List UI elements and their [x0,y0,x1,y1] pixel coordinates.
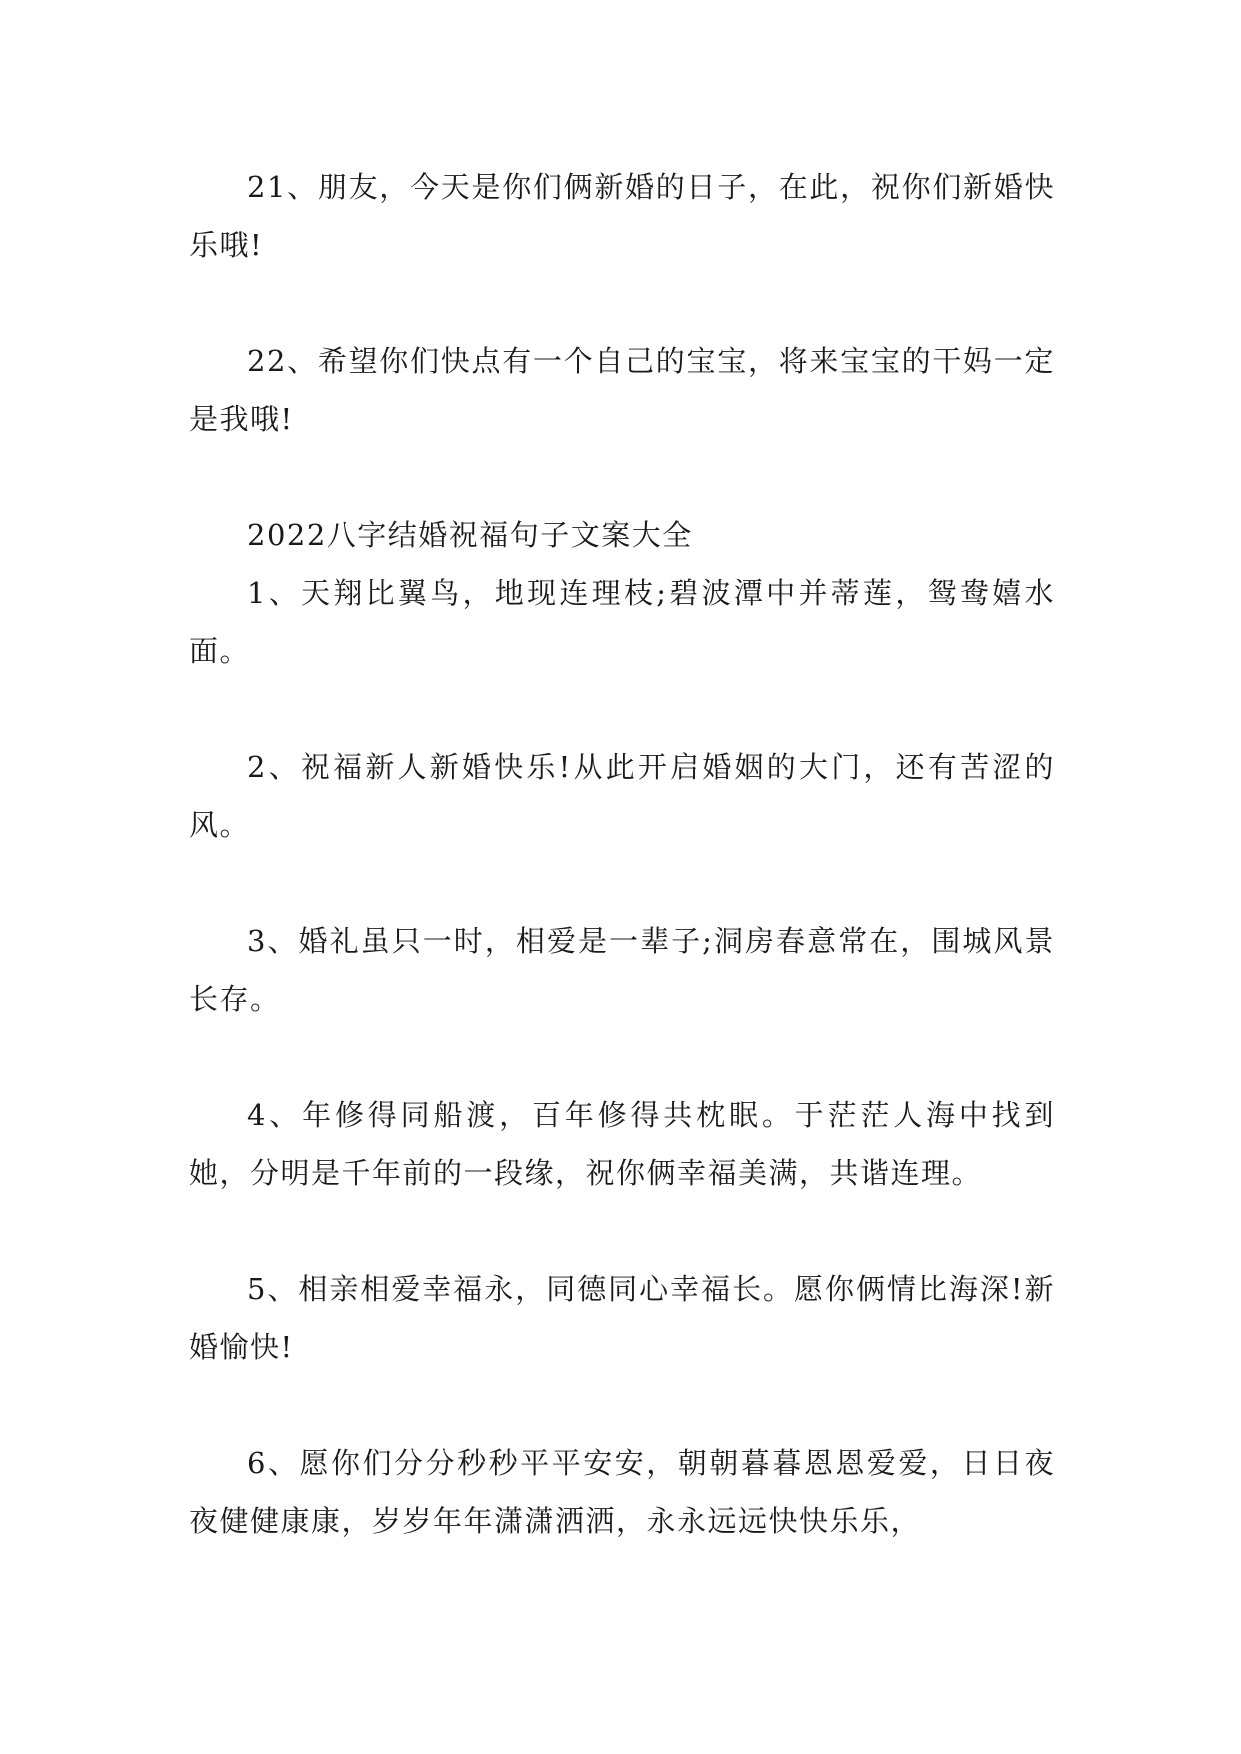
paragraph-4: 4、年修得同船渡，百年修得共枕眠。于茫茫人海中找到她，分明是千年前的一段缘，祝你俩幸福美满，共谐连理。 [189,1098,1055,1190]
paragraph-1: 1、天翔比翼鸟，地现连理枝;碧波潭中并蒂莲，鸳鸯嬉水面。 [189,576,1055,668]
paragraph-6: 6、愿你们分分秒秒平平安安，朝朝暮暮恩恩爱爱，日日夜夜健健康康，岁岁年年潇潇洒洒，永永远远快快乐乐， [189,1446,1055,1538]
section-heading: 2022八字结婚祝福句子文案大全 [247,518,693,552]
paragraph-5: 5、相亲相爱幸福永，同德同心幸福长。愿你俩情比海深!新婚愉快! [189,1272,1055,1364]
paragraph-22: 22、希望你们快点有一个自己的宝宝，将来宝宝的干妈一定是我哦! [189,344,1055,436]
paragraph-21: 21、朋友，今天是你们俩新婚的日子，在此，祝你们新婚快乐哦! [189,170,1055,262]
paragraph-2: 2、祝福新人新婚快乐!从此开启婚姻的大门，还有苦涩的风。 [189,750,1055,842]
document-body [189,158,1055,1550]
paragraph-3: 3、婚礼虽只一时，相爱是一辈子;洞房春意常在，围城风景长存。 [189,924,1055,1016]
